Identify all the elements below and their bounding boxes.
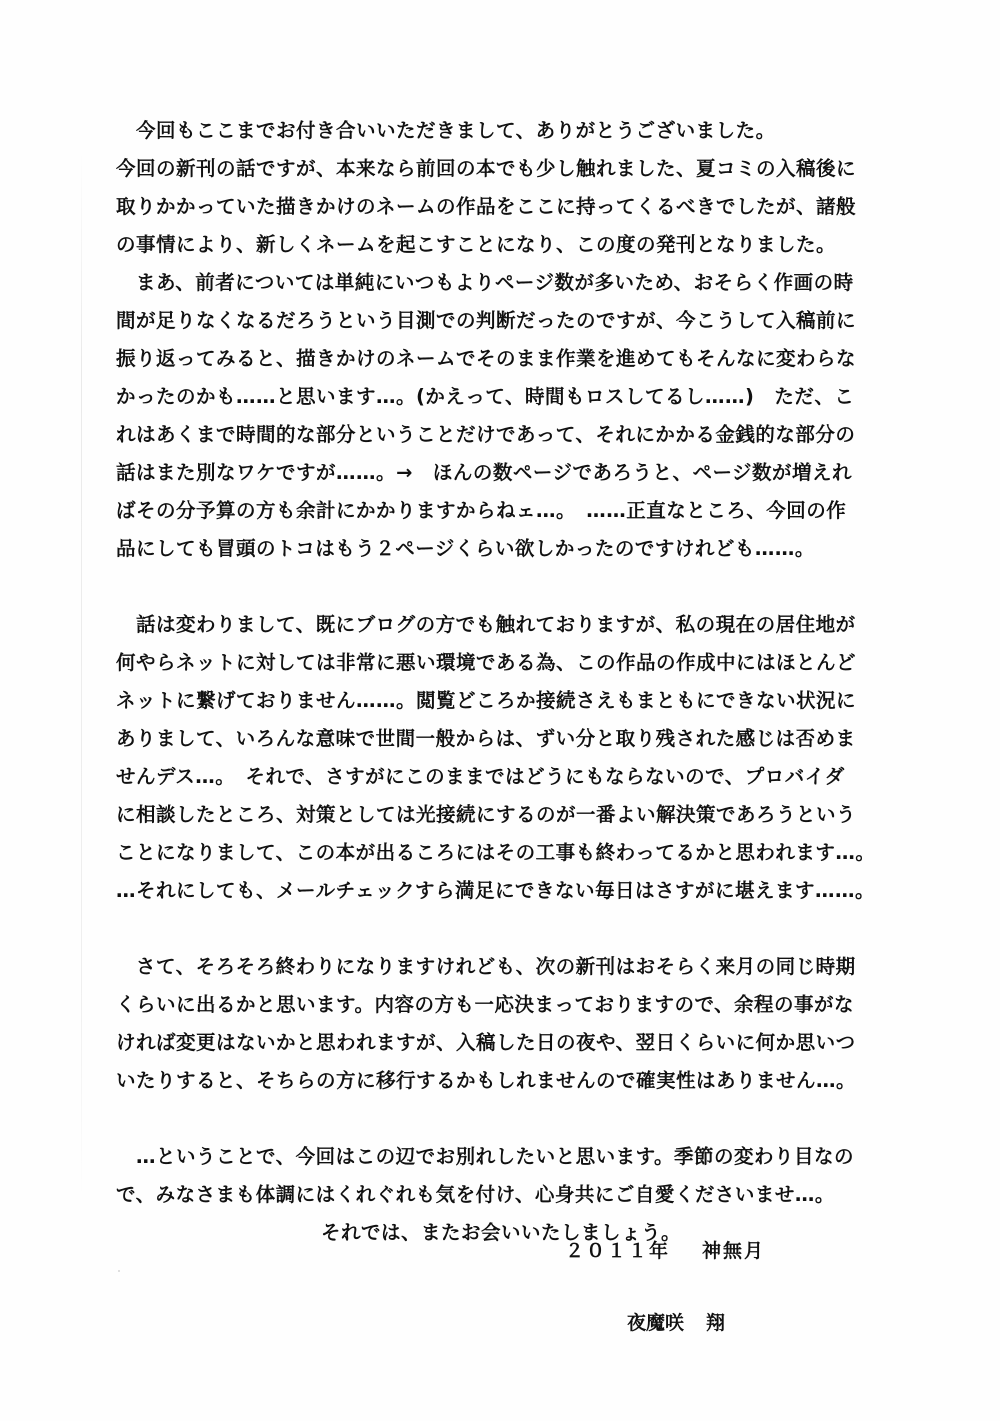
text-line: 今回もここまでお付き合いいただきまして、ありがとうございました。 <box>116 119 776 142</box>
afterword-body <box>116 112 886 1252</box>
text-line: まあ、前者については単純にいつもよりページ数が多いため、おそらく作画の時 <box>116 271 854 294</box>
paragraph-2 <box>116 606 886 910</box>
text-line: 間が足りなくなるだろうという目測での判断だったのですが、今こうして入稿前に <box>116 309 857 332</box>
paragraph-spacer <box>116 568 886 606</box>
paragraph-spacer <box>116 1100 886 1138</box>
text-line: せんデス…。 それで、さすがにこのままではどうにもならないので、プロバイダ <box>116 765 845 788</box>
text-line: …ということで、今回はこの辺でお別れしたいと思います。季節の変わり目なの <box>116 1145 855 1168</box>
text-line: に相談したところ、対策としては光接続にするのが一番よい解決策であろうという <box>116 803 857 826</box>
text-line: さて、そろそろ終わりになりますけれども、次の新刊はおそらく来月の同じ時期 <box>116 955 856 978</box>
paragraph-3 <box>116 948 886 1100</box>
text-line: で、みなさまも体調にはくれぐれも気を付け、心身共にご自愛くださいませ…。 <box>116 1183 835 1206</box>
text-line: 振り返ってみると、描きかけのネームでそのまま作業を進めてもそんなに変わらな <box>116 347 857 370</box>
text-line: ことになりまして、この本が出るころにはその工事も終わってるかと思われます…。 <box>116 841 876 864</box>
text-line: れはあくまで時間的な部分ということだけであって、それにかかる金銭的な部分の <box>116 423 856 446</box>
text-line: ネットに繋げておりません……。閲覧どころか接続さえもまともにできない状況に <box>116 689 857 712</box>
text-line: ければ変更はないかと思われますが、入稿した日の夜や、翌日くらいに何か思いつ <box>116 1031 856 1054</box>
author-signature <box>627 1308 725 1338</box>
closing-line: それでは、またお会いいたしましょう。 <box>320 1221 681 1244</box>
text-line: くらいに出るかと思います。内容の方も一応決まっておりますので、余程の事がな <box>116 993 855 1016</box>
text-line: 話はまた別なワケですが……。→ ほんの数ページであろうと、ページ数が増えれ <box>116 461 853 484</box>
text-line: 取りかかっていた描きかけのネームの作品をここに持ってくるべきでしたが、諸般 <box>116 195 857 218</box>
date-year: ２０１１年 <box>565 1240 671 1262</box>
text-line: ばその分予算の方も余計にかかりますからねェ…。 ……正直なところ、今回の作 <box>116 499 847 522</box>
text-line: ありまして、いろんな意味で世間一般からは、ずい分と取り残された感じは否めま <box>116 727 856 750</box>
text-line: の事情により、新しくネームを起こすことになり、この度の発刊となりました。 <box>116 233 837 256</box>
scan-speck <box>118 1270 120 1272</box>
author-family-name: 夜魔咲 <box>627 1312 685 1334</box>
text-line: …それにしても、メールチェックすら満足にできない毎日はさすがに堪えます……。 <box>116 879 876 902</box>
text-line: 今回の新刊の話ですが、本来なら前回の本でも少し触れました、夏コミの入稿後に <box>116 157 857 180</box>
date-month: 神無月 <box>702 1240 766 1262</box>
paragraph-spacer <box>116 910 886 948</box>
paragraph-1 <box>116 112 886 568</box>
date <box>565 1236 765 1266</box>
text-line: かったのかも……と思います…。(かえって、時間もロスしてるし……) ただ、こ <box>116 385 855 408</box>
paragraph-4 <box>116 1138 886 1252</box>
text-line: いたりすると、そちらの方に移行するかもしれませんので確実性はありません…。 <box>116 1069 857 1092</box>
page-gutter-shadow <box>81 150 82 1200</box>
text-line: 何やらネットに対しては非常に悪い環境である為、この作品の作成中にはほとんど <box>116 651 857 674</box>
text-line: 話は変わりまして、既にブログの方でも触れておりますが、私の現在の居住地が <box>116 613 856 636</box>
text-line: 品にしても冒頭のトコはもう２ページくらい欲しかったのですけれども……。 <box>116 537 815 560</box>
author-given-name: 翔 <box>706 1312 726 1334</box>
